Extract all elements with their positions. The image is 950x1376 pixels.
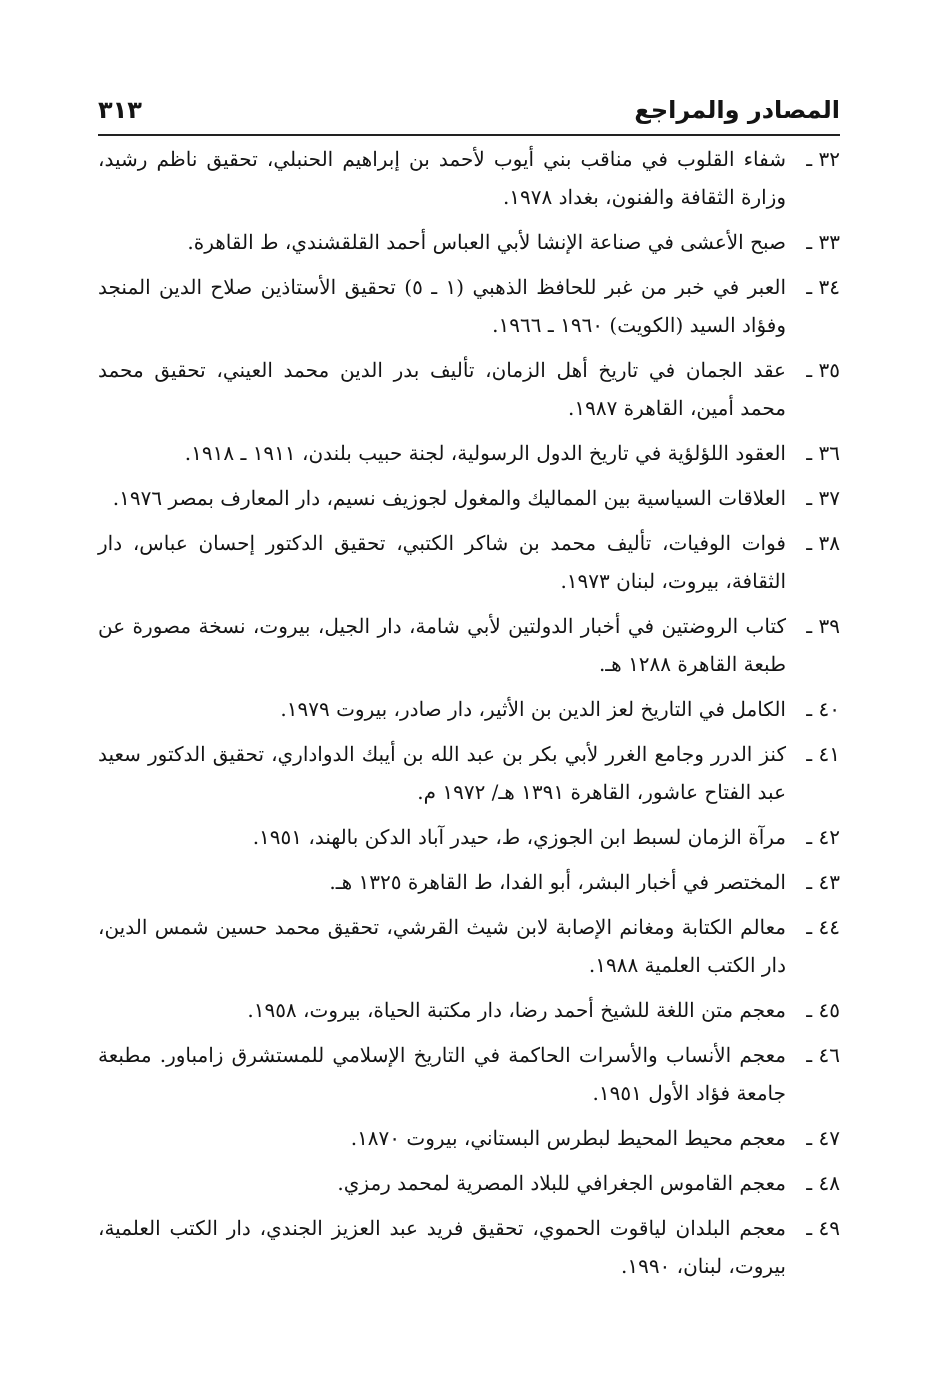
reference-number: ٤٦ ـ <box>806 1043 840 1067</box>
reference-text: فوات الوفيات، تأليف محمد بن شاكر الكتبي، تحقيق الدكتور إحسان عباس، دار الثقافة، بيروت، لبنان ١٩٧٣. <box>98 531 786 593</box>
reference-text: معجم القاموس الجغرافي للبلاد المصرية لمحمد رمزي. <box>337 1171 786 1195</box>
reference-item <box>98 908 840 984</box>
page-number: ٣١٣ <box>98 96 142 124</box>
reference-text: العقود اللؤلؤية في تاريخ الدول الرسولية، لجنة حبيب بلندن، ١٩١١ ـ ١٩١٨. <box>184 441 786 465</box>
reference-text: المختصر في أخبار البشر، أبو الفدا، ط القاهرة ١٣٢٥ هـ. <box>329 870 786 894</box>
page-header <box>98 94 840 136</box>
reference-text: العبر في خبر من غبر للحافظ الذهبي (١ ـ ٥) تحقيق الأستاذين صلاح الدين المنجد وفؤاد السيد (الكويت) ١٩٦٠ ـ ١٩٦٦. <box>98 275 787 337</box>
reference-item <box>98 607 840 683</box>
reference-item <box>98 268 840 344</box>
reference-number: ٤٥ ـ <box>806 998 840 1022</box>
reference-number: ٤٢ ـ <box>806 825 840 849</box>
reference-number: ٤٣ ـ <box>806 870 840 894</box>
reference-number: ٣٧ ـ <box>806 486 840 510</box>
reference-number: ٤٩ ـ <box>806 1216 840 1240</box>
reference-item <box>98 818 840 856</box>
reference-text: العلاقات السياسية بين المماليك والمغول لجوزيف نسيم، دار المعارف بمصر ١٩٧٦. <box>112 486 786 510</box>
reference-number: ٤١ ـ <box>806 742 840 766</box>
reference-text: كنز الدرر وجامع الغرر لأبي بكر بن عبد الله بن أيبك الدواداري، تحقيق الدكتور سعيد عبد الفتاح عاشور، القاهرة ١٣٩١ هـ/ ١٩٧٢ م. <box>98 742 786 804</box>
reference-item <box>98 479 840 517</box>
reference-text: معجم محيط المحيط لبطرس البستاني، بيروت ١٨٧٠. <box>350 1126 786 1150</box>
reference-item <box>98 351 840 427</box>
reference-item <box>98 863 840 901</box>
reference-item <box>98 223 840 261</box>
reference-text: معجم البلدان لياقوت الحموي، تحقيق فريد عبد العزيز الجندي، دار الكتب العلمية، بيروت، لبنان، ١٩٩٠. <box>98 1216 786 1278</box>
reference-item <box>98 1164 840 1202</box>
reference-number: ٣٢ ـ <box>806 147 840 171</box>
reference-text: معالم الكتابة ومغانم الإصابة لابن شيث القرشي، تحقيق محمد حسين شمس الدين، دار الكتب العلمية ١٩٨٨. <box>98 915 786 977</box>
references-list <box>98 140 840 1292</box>
reference-number: ٤٨ ـ <box>806 1171 840 1195</box>
reference-text: معجم متن اللغة للشيخ أحمد رضا، دار مكتبة الحياة، بيروت، ١٩٥٨. <box>247 998 786 1022</box>
reference-item <box>98 434 840 472</box>
reference-item <box>98 735 840 811</box>
reference-text: مرآة الزمان لسبط ابن الجوزي، ط، حيدر آباد الدكن بالهند، ١٩٥١. <box>252 825 786 849</box>
reference-text: صبح الأعشى في صناعة الإنشا لأبي العباس أحمد القلقشندي، ط القاهرة. <box>187 230 786 254</box>
reference-text: عقد الجمان في تاريخ أهل الزمان، تأليف بدر الدين محمد العيني، تحقيق محمد محمد أمين، القاهرة ١٩٨٧. <box>98 358 786 420</box>
reference-number: ٤٠ ـ <box>806 697 840 721</box>
reference-number: ٣٨ ـ <box>806 531 840 555</box>
reference-number: ٣٣ ـ <box>806 230 840 254</box>
reference-text: معجم الأنساب والأسرات الحاكمة في التاريخ الإسلامي للمستشرق زامباور. مطبعة جامعة فؤاد الأول ١٩٥١. <box>98 1043 786 1105</box>
reference-item <box>98 1119 840 1157</box>
reference-number: ٤٧ ـ <box>806 1126 840 1150</box>
reference-number: ٣٥ ـ <box>806 358 840 382</box>
reference-number: ٣٩ ـ <box>806 614 840 638</box>
reference-item <box>98 1209 840 1285</box>
reference-item <box>98 991 840 1029</box>
reference-number: ٣٤ ـ <box>806 275 840 299</box>
reference-item <box>98 1036 840 1112</box>
running-title: المصادر والمراجع <box>634 96 840 124</box>
reference-item <box>98 140 840 216</box>
reference-number: ٤٤ ـ <box>806 915 840 939</box>
reference-item <box>98 524 840 600</box>
reference-item <box>98 690 840 728</box>
reference-text: كتاب الروضتين في أخبار الدولتين لأبي شامة، دار الجيل، بيروت، نسخة مصورة عن طبعة القاهرة ١٢٨٨ هـ. <box>98 614 786 676</box>
reference-text: شفاء القلوب في مناقب بني أيوب لأحمد بن إبراهيم الحنبلي، تحقيق ناظم رشيد، وزارة الثقافة والفنون، بغداد ١٩٧٨. <box>98 147 786 209</box>
reference-number: ٣٦ ـ <box>806 441 840 465</box>
reference-text: الكامل في التاريخ لعز الدين بن الأثير، دار صادر، بيروت ١٩٧٩. <box>280 697 786 721</box>
